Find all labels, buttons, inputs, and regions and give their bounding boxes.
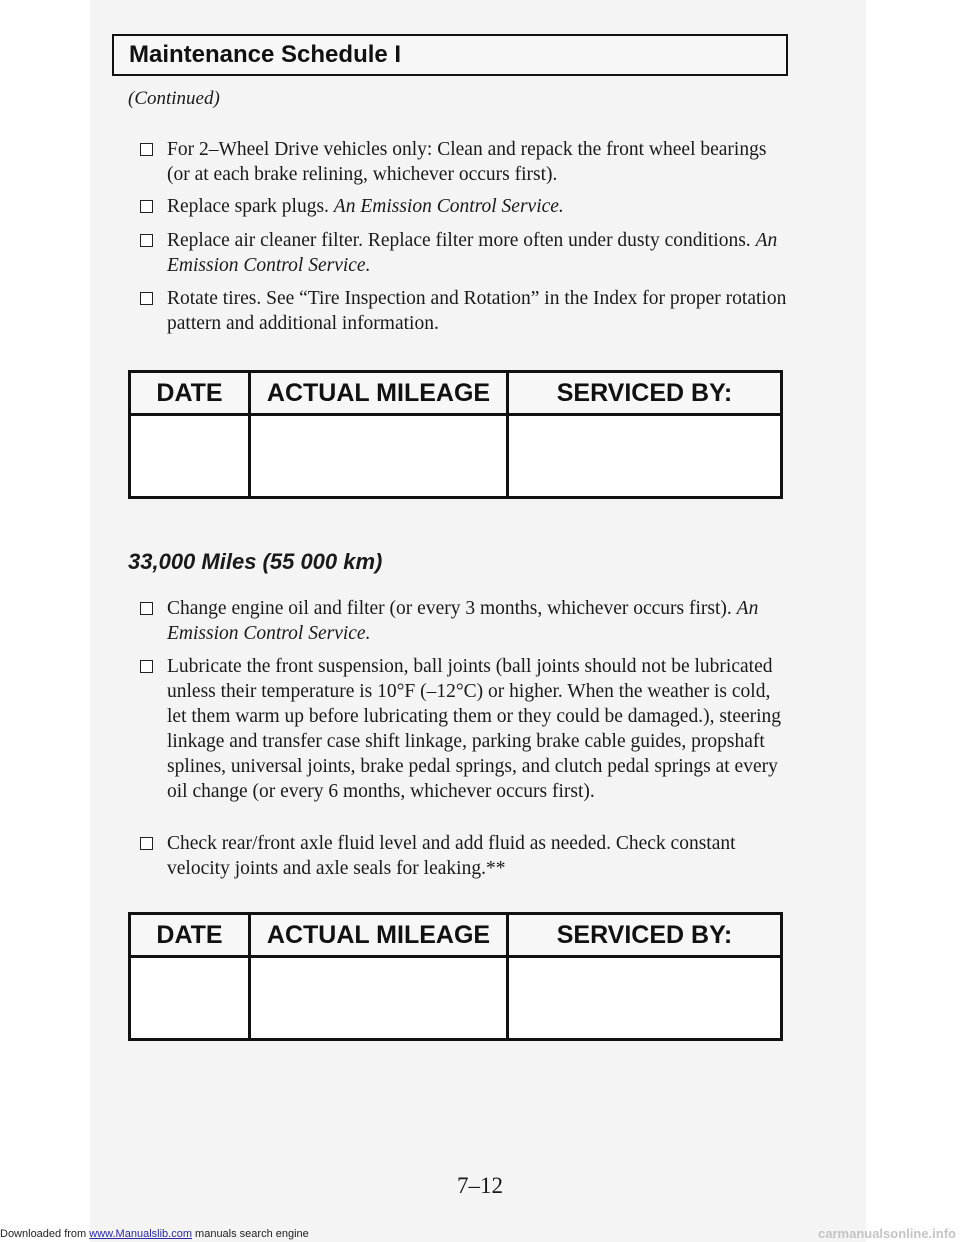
checklist-item	[140, 228, 790, 278]
mileage-section-heading: 33,000 Miles (55 000 km)	[128, 549, 383, 574]
date-header: DATE	[130, 914, 250, 957]
date-cell	[130, 957, 250, 1040]
date-cell	[130, 415, 250, 498]
checkbox-icon	[140, 143, 153, 156]
page-title: Maintenance Schedule I	[129, 41, 402, 68]
item-text: Lubricate the front suspension, ball joints (ball joints should not be lubricated unless their temperature is 10°F (–12°C) or higher. When the weather is cold, let them warm up before lubricating them or they could be damaged.), steering linkage and transfer case shift linkage, parking brake cable guides, propshaft splines, universal joints, brake pedal springs, and clutch pedal springs at every oil change (or every 6 months, whichever occurs first).	[167, 656, 782, 802]
watermark: carmanualsonline.info	[818, 1226, 956, 1241]
item-text: Change engine oil and filter (or every 3 months, whichever occurs first).	[167, 598, 737, 619]
item-text: Replace spark plugs.	[167, 196, 334, 217]
checklist-item	[140, 831, 790, 881]
item-text: For 2–Wheel Drive vehicles only: Clean and repack the front wheel bearings (or at each brake relining, whichever occurs first).	[167, 139, 767, 185]
checklist-item	[140, 596, 790, 646]
mileage-cell	[250, 957, 508, 1040]
item-text: Replace air cleaner filter. Replace filter more often under dusty conditions.	[167, 230, 756, 251]
mileage-cell	[250, 415, 508, 498]
page-number: 7–12	[457, 1173, 503, 1198]
footer-prefix: Downloaded from	[0, 1228, 90, 1240]
download-footer	[0, 1228, 309, 1240]
item-emphasis: An Emission Control Service.	[333, 196, 564, 217]
item-emphasis: An Emission Control Service.	[167, 230, 778, 276]
item-emphasis: An Emission Control Service.	[167, 598, 759, 644]
checklist-item	[140, 654, 790, 804]
checkbox-icon	[140, 200, 153, 213]
mileage-header: ACTUAL MILEAGE	[250, 372, 508, 415]
checklist-item	[140, 194, 790, 219]
serviced-by-cell	[508, 415, 782, 498]
serviced-by-header: SERVICED BY:	[508, 372, 782, 415]
service-log-table	[128, 370, 783, 499]
checkbox-icon	[140, 602, 153, 615]
checkbox-icon	[140, 234, 153, 247]
checkbox-icon	[140, 660, 153, 673]
checkbox-icon	[140, 837, 153, 850]
section-title-box	[112, 34, 788, 76]
footer-suffix: manuals search engine	[191, 1228, 309, 1240]
serviced-by-header: SERVICED BY:	[508, 914, 782, 957]
service-log-table	[128, 912, 783, 1041]
serviced-by-cell	[508, 957, 782, 1040]
manualslib-link[interactable]: www.Manualslib.com	[89, 1228, 192, 1240]
checkbox-icon	[140, 292, 153, 305]
date-header: DATE	[130, 372, 250, 415]
item-text: Check rear/front axle fluid level and add fluid as needed. Check constant velocity joints and axle seals for leaking.**	[167, 833, 736, 879]
checklist-item	[140, 286, 790, 336]
checklist-item	[140, 137, 790, 187]
mileage-header: ACTUAL MILEAGE	[250, 914, 508, 957]
continued-label: (Continued)	[128, 88, 220, 109]
item-text: Rotate tires. See “Tire Inspection and Rotation” in the Index for proper rotation pattern and additional information.	[167, 288, 787, 334]
